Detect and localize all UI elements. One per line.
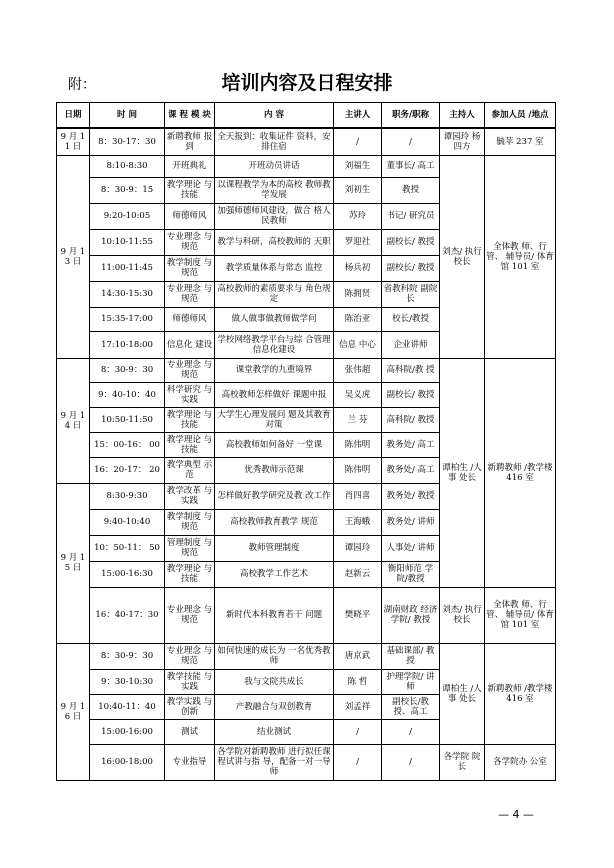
- speaker-cell: /: [334, 128, 382, 155]
- module-cell: 专业理念 与规范: [165, 587, 215, 643]
- speaker-cell: 兰 芬: [334, 407, 382, 432]
- host-cell: 谭柏生 /人事 处长: [440, 643, 485, 744]
- position-cell: 高科院/ 教授: [382, 407, 440, 432]
- time-cell: 8：30-9：30: [90, 643, 165, 669]
- time-cell: 10:10-11:55: [90, 229, 165, 255]
- position-cell: 基础课部/ 教授: [382, 643, 440, 669]
- table-header-row: [57, 103, 556, 129]
- module-cell: 管理制度 与规范: [165, 535, 215, 561]
- content-cell: 结业测试: [215, 719, 334, 744]
- position-cell: 副校长/ 教授: [382, 255, 440, 281]
- content-cell: 教学与科研，高校教师的 天职: [215, 229, 334, 255]
- time-cell: 8：30-9：15: [90, 177, 165, 203]
- content-cell: 新时代本科教育若干 问题: [215, 587, 334, 643]
- speaker-cell: 唐京武: [334, 643, 382, 669]
- position-cell: 教务处/ 讲师: [382, 509, 440, 535]
- header-position: 职务/职称: [382, 103, 440, 129]
- date-cell: 9 月 15 日: [57, 483, 90, 643]
- content-cell: 高校教师如何备好 一堂课: [215, 432, 334, 457]
- speaker-cell: 杨兵初: [334, 255, 382, 281]
- page-number: — 4 —: [498, 808, 534, 821]
- time-cell: 8:10-8:30: [90, 155, 165, 177]
- host-cell: 刘杰/ 执行 校长: [440, 587, 485, 643]
- speaker-cell: 刘福生: [334, 155, 382, 177]
- speaker-cell: 罗迎社: [334, 229, 382, 255]
- module-cell: 测试: [165, 719, 215, 744]
- position-cell: 企业讲师: [382, 331, 440, 358]
- module-cell: 专业理念 与规范: [165, 358, 215, 382]
- attendees-cell: 新聘教师 /教学楼 416 室: [485, 358, 556, 587]
- host-cell: 谭园玲 杨四方: [440, 128, 485, 155]
- time-cell: 10：50-11： 50: [90, 535, 165, 561]
- content-cell: 以课程教学为本的高校 教师教学发展: [215, 177, 334, 203]
- speaker-cell: 信息 中心: [334, 331, 382, 358]
- position-cell: 副校长/ 教授: [382, 229, 440, 255]
- content-cell: 怎样做好教学研究及教 改工作: [215, 483, 334, 509]
- speaker-cell: 吴义虎: [334, 382, 382, 407]
- time-cell: 16:00-18:00: [90, 744, 165, 780]
- position-cell: 湖南财政 经济学院/ 教授: [382, 587, 440, 643]
- position-cell: 衡阳师范 学院/教授: [382, 561, 440, 587]
- date-cell: 9 月 16 日: [57, 643, 90, 780]
- table-row: [57, 744, 556, 780]
- speaker-cell: 陈伟明: [334, 457, 382, 483]
- content-cell: 各学院对新聘教师 进行拟任课程试讲与指 导，配备一对一导师: [215, 744, 334, 780]
- content-cell: 我与文院共成长: [215, 669, 334, 694]
- table-row: [57, 358, 556, 382]
- time-cell: 10:50-11:50: [90, 407, 165, 432]
- speaker-cell: 陈 哲: [334, 669, 382, 694]
- module-cell: 科学研究 与实践: [165, 382, 215, 407]
- speaker-cell: 王海蛾: [334, 509, 382, 535]
- module-cell: 教学实践 与创新: [165, 694, 215, 719]
- time-cell: 11:00-11:45: [90, 255, 165, 281]
- date-cell: 9 月 13 日: [57, 155, 90, 358]
- host-cell: 谭柏生 /人事 处长: [440, 358, 485, 587]
- time-cell: 15:35-17:00: [90, 307, 165, 331]
- attendees-cell: 新聘教师 /教学楼 416 室: [485, 643, 556, 744]
- host-cell: 刘杰/ 执行 校长: [440, 155, 485, 358]
- table-row: [57, 643, 556, 669]
- attachment-label: 附：: [68, 77, 96, 93]
- position-cell: 高科院/教 授: [382, 358, 440, 382]
- module-cell: 师德师风: [165, 203, 215, 229]
- attendees-cell: 毓苹 237 室: [485, 128, 556, 155]
- table-row: [57, 128, 556, 155]
- position-cell: 董事长/ 高工: [382, 155, 440, 177]
- time-cell: 9：30-10:30: [90, 669, 165, 694]
- module-cell: 教学制度 与规范: [165, 255, 215, 281]
- content-cell: 优秀教师示范课: [215, 457, 334, 483]
- attendees-cell: 全体教 师、行管、 辅导员/ 体育馆 101 室: [485, 155, 556, 358]
- attendees-cell: 全体教 师、行管、 辅导员/ 体育馆 101 室: [485, 587, 556, 643]
- position-cell: 书记/ 研究员: [382, 203, 440, 229]
- module-cell: 专业理念 与规范: [165, 643, 215, 669]
- content-cell: 加强师德师风建设，做合 格人民教师: [215, 203, 334, 229]
- host-cell: 各学院 院长: [440, 744, 485, 780]
- content-cell: 高校教学工作艺术: [215, 561, 334, 587]
- position-cell: 教务处/ 高工: [382, 432, 440, 457]
- time-cell: 15:00-16:00: [90, 719, 165, 744]
- position-cell: /: [382, 719, 440, 744]
- document-title: 培训内容及日程安排: [221, 72, 393, 94]
- speaker-cell: 樊晓平: [334, 587, 382, 643]
- module-cell: 教学制度 与规范: [165, 509, 215, 535]
- speaker-cell: 肖四喜: [334, 483, 382, 509]
- time-cell: 14:30-15:30: [90, 281, 165, 307]
- speaker-cell: 张伟超: [334, 358, 382, 382]
- content-cell: 开班动员讲话: [215, 155, 334, 177]
- content-cell: 高校教师教育教学 规范: [215, 509, 334, 535]
- speaker-cell: 陈拥贤: [334, 281, 382, 307]
- position-cell: 护理学院/ 讲师: [382, 669, 440, 694]
- module-cell: 专业理念 与规范: [165, 229, 215, 255]
- attendees-cell: 各学院办 公室: [485, 744, 556, 780]
- time-cell: 17:10-18:00: [90, 331, 165, 358]
- content-cell: 产教融合与双创教育: [215, 694, 334, 719]
- header-module: 课 程 模 块: [165, 103, 215, 129]
- speaker-cell: 陈治亚: [334, 307, 382, 331]
- header-host: 主持人: [440, 103, 485, 129]
- content-cell: 如何快速的成长为 一名优秀教师: [215, 643, 334, 669]
- content-cell: 大学生心理发展问 题及其教育对策: [215, 407, 334, 432]
- header-content: 内 容: [215, 103, 334, 129]
- position-cell: 副校长/教 授、高工: [382, 694, 440, 719]
- module-cell: 开班典礼: [165, 155, 215, 177]
- speaker-cell: /: [334, 744, 382, 780]
- module-cell: 教学典型 示范: [165, 457, 215, 483]
- time-cell: 15：00-16： 00: [90, 432, 165, 457]
- time-cell: 9:40-10:40: [90, 509, 165, 535]
- module-cell: 教学改革 与实践: [165, 483, 215, 509]
- time-cell: 9:20-10:05: [90, 203, 165, 229]
- content-cell: 教学质量体系与常态 监控: [215, 255, 334, 281]
- time-cell: 9：40-10：40: [90, 382, 165, 407]
- header-time: 时 间: [90, 103, 165, 129]
- table-row: [57, 155, 556, 177]
- content-cell: 教师管理制度: [215, 535, 334, 561]
- module-cell: 教学理论 与技能: [165, 561, 215, 587]
- position-cell: /: [382, 128, 440, 155]
- speaker-cell: 苏玲: [334, 203, 382, 229]
- position-cell: /: [382, 744, 440, 780]
- position-cell: 人事处/ 讲师: [382, 535, 440, 561]
- module-cell: 教学理论 与技能: [165, 432, 215, 457]
- speaker-cell: 刘初生: [334, 177, 382, 203]
- content-cell: 高校教师怎样做好 课题申报: [215, 382, 334, 407]
- table-row: [57, 587, 556, 643]
- speaker-cell: 刘孟祥: [334, 694, 382, 719]
- header-attendees: 参加人员 /地点: [485, 103, 556, 129]
- module-cell: 教学技能 与实践: [165, 669, 215, 694]
- time-cell: 8：30-17：30: [90, 128, 165, 155]
- module-cell: 新聘教师 报到: [165, 128, 215, 155]
- date-cell: 9 月 11 日: [57, 128, 90, 155]
- time-cell: 15:00-16:30: [90, 561, 165, 587]
- module-cell: 教学理论 与技能: [165, 407, 215, 432]
- position-cell: 教授: [382, 177, 440, 203]
- time-cell: 16：20-17： 20: [90, 457, 165, 483]
- content-cell: 课堂教学的九重境界: [215, 358, 334, 382]
- header-date: 日期: [57, 103, 90, 129]
- position-cell: 教务处/ 教授: [382, 483, 440, 509]
- content-cell: 做人做事做教师做学问: [215, 307, 334, 331]
- position-cell: 省教科院 副院长: [382, 281, 440, 307]
- speaker-cell: 谭园玲: [334, 535, 382, 561]
- speaker-cell: 陈伟明: [334, 432, 382, 457]
- content-cell: 高校教师的素质要求与 角色规定: [215, 281, 334, 307]
- module-cell: 教学理论 与技能: [165, 177, 215, 203]
- time-cell: 10:40-11：40: [90, 694, 165, 719]
- module-cell: 专业指导: [165, 744, 215, 780]
- page-header: [0, 68, 614, 96]
- time-cell: 8:30-9:30: [90, 483, 165, 509]
- position-cell: 副校长/ 教授: [382, 382, 440, 407]
- time-cell: 8：30-9：30: [90, 358, 165, 382]
- content-cell: 全天报到：收集证件 资料，安排住宿: [215, 128, 334, 155]
- time-cell: 16：40-17：30: [90, 587, 165, 643]
- content-cell: 学校网络教学平台与综 合管理信息化建设: [215, 331, 334, 358]
- position-cell: 教务处/ 高工: [382, 457, 440, 483]
- header-speaker: 主讲人: [334, 103, 382, 129]
- speaker-cell: 赵新云: [334, 561, 382, 587]
- module-cell: 师德师风: [165, 307, 215, 331]
- speaker-cell: /: [334, 719, 382, 744]
- schedule-table: [56, 102, 556, 781]
- position-cell: 校长/教授: [382, 307, 440, 331]
- module-cell: 信息化 建设: [165, 331, 215, 358]
- date-cell: 9 月 14 日: [57, 358, 90, 483]
- module-cell: 专业理念 与规范: [165, 281, 215, 307]
